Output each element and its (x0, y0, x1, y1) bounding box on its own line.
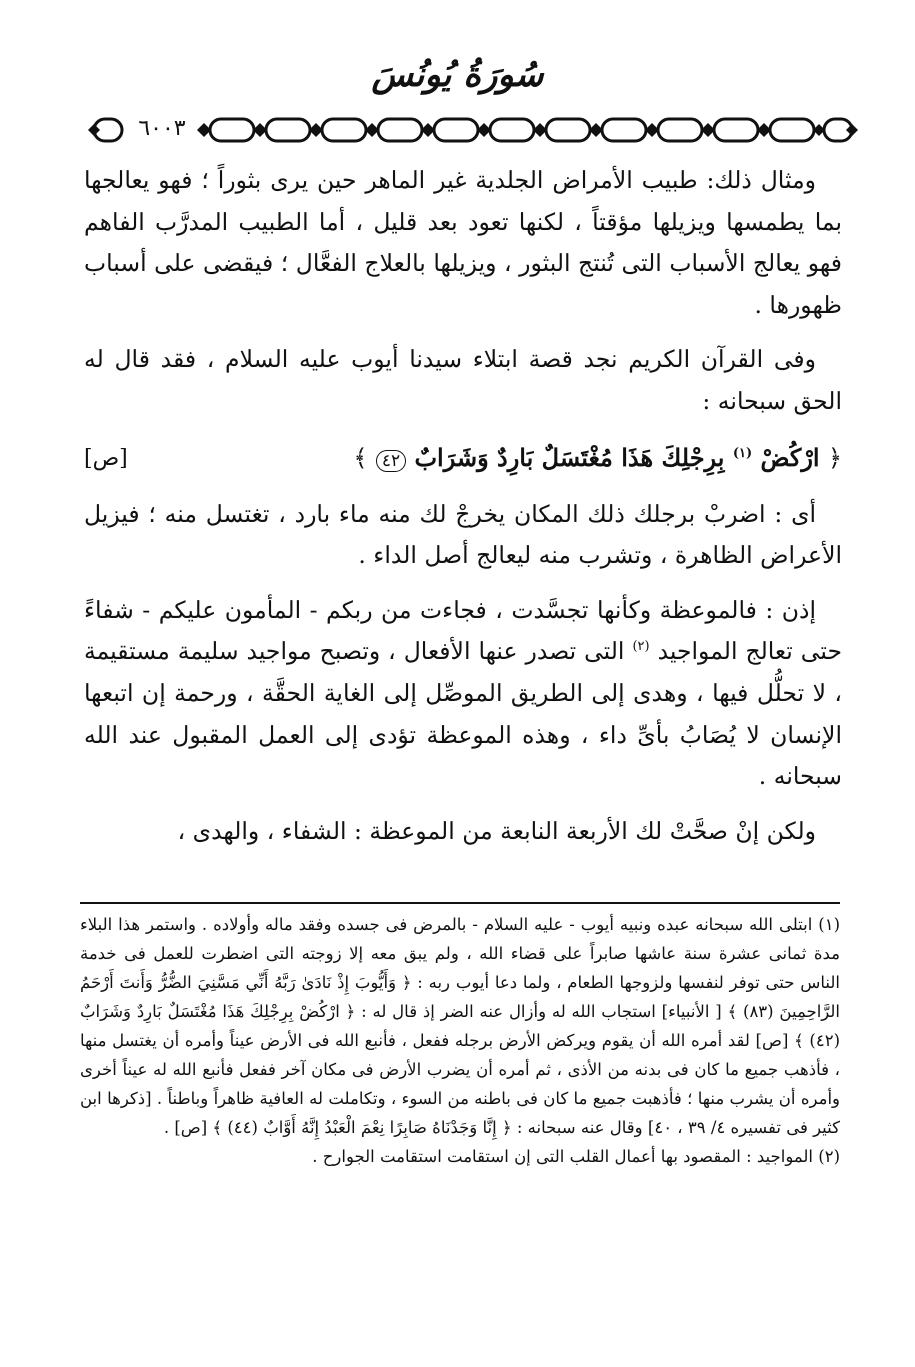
paragraph-1: ومثال ذلك: طبيب الأمراض الجلدية غير الماهر حين يرى بثوراً ؛ فهو يعالجها بما يطمسها ويزيلها مؤقتاً ، لكنها تعود بعد قليل ، أما الطبيب المدرَّب الفاهم فهو يعالج الأسباب التى تُنتج البثور ، ويزيلها بالعلاج الفعَّال ؛ فيقضى على أسباب ظهورها . (84, 166, 842, 319)
main-text (84, 160, 842, 865)
verse-reference: [ص] (84, 445, 128, 471)
paragraph-2: وفى القرآن الكريم نجد قصة ابتلاء سيدنا أيوب عليه السلام ، فقد قال له الحق سبحانه : (84, 345, 842, 415)
verse-open-bracket: ﴿ (827, 444, 842, 473)
verse-rest: بِرِجْلِكَ هَذَا مُغْتَسَلٌ بَارِدٌ وَشَرَابٌ (414, 443, 725, 473)
paragraph-4-part-1: إذن : فالموعظة وكأنها تجسَّدت ، فجاءت من ربكم - المأمون عليكم - شفاءً حتى تعالج المواجيد (84, 595, 842, 666)
footnote-1-text: ابتلى الله سبحانه عبده ونبيه أيوب - عليه السلام - بالمرض فى جسده وفقد ماله وأولاده . واستمر هذا البلاء مدة ثمانى عشرة سنة عاشها صابراً على قضاء الله ، ولم يبق معه إلا زوجته التى اضطرت للعمل فى خدمة الناس حتى توفر لنفسها ولزوجها الطعام ، ولما دعا أيوب ربه : ﴿ وَأَيُّوبَ إِذْ نَادَىٰ رَبَّهُ أَنِّي مَسَّنِيَ الضُّرُّ وَأَنتَ أَرْحَمُ الرَّاحِمِينَ (٨٣) ﴾ [ الأنبياء] استجاب الله له وأزال عنه الضر إذ قال له : ﴿ ارْكُضْ بِرِجْلِكَ هَذَا مُغْتَسَلٌ بَارِدٌ وَشَرَابٌ (٤٢) ﴾ [ص] لقد أمره الله أن يقوم ويركض الأرض برجله ففعل ، فأنبع الله فى الأرض عيناً وأمره أن يغتسل منها ، فأذهب جميع ما كان فى بدنه من الأذى ، ثم أمره أن يضرب الأرض فى مكان آخر ففعل فأنبع الله له عيناً أخرى وأمره أن يشرب منها ؛ فأذهبت جميع ما كان فى باطنه من السوء ، وتكاملت له العافية ظاهراً وباطناً . [ذكرها ابن كثير فى تفسيره ٤/ ٣٩ ، ٤٠] وقال عنه سبحانه : ﴿ إِنَّا وَجَدْنَاهُ صَابِرًا نِعْمَ الْعَبْدُ إِنَّهُ أَوَّابٌ (٤٤) ﴾ [ص] . (80, 915, 840, 1137)
ayah-number: ٤٢ (376, 450, 406, 472)
footnote-2-mark: (٢) (818, 1147, 840, 1166)
quran-verse (84, 436, 842, 482)
surah-title: سُورَةُ يُونُسَ (371, 55, 544, 95)
verse-word-1: ارْكُضْ (760, 443, 820, 473)
footnote-ref-1: (١) (732, 446, 753, 462)
paragraph-4 (84, 590, 842, 798)
verse-text (353, 437, 842, 480)
verse-close-bracket: ﴾ (353, 444, 368, 473)
footnote-divider (80, 902, 840, 904)
paragraph-5: ولكن إنْ صحَّتْ لك الأربعة النابعة من الموعظة : الشفاء ، والهدى ، (177, 816, 816, 845)
page-number: ٦٠٠٣ (128, 114, 196, 144)
footnote-1 (80, 910, 840, 1142)
footnote-ref-2: (٢) (632, 639, 650, 655)
footnote-1-mark: (١) (818, 915, 841, 934)
header-ornament-band (88, 112, 858, 148)
paragraph-4-part-2: التى تصدر عنها الأفعال ، وتصبح مواجيد سليمة مستقيمة ، لا تحلُّل فيها ، وهدى إلى الطريق الموصِّل إلى الغاية الحقَّة ، ورحمة إن اتبعها الإنسان لا يُصَابُ بأىِّ داء ، وهذه الموعظة تؤدى إلى العمل المقبول عند الله سبحانه . (84, 637, 842, 791)
ornament-chain-icon (88, 112, 858, 148)
footnote-2-text: المواجيد : المقصود بها أعمال القلب التى إن استقامت استقامت الجوارح . (312, 1147, 813, 1166)
paragraph-3: أى : اضربْ برجلك ذلك المكان يخرجْ لك منه ماء بارد ، تغتسل منه ؛ فيزيل الأعراض الظاهرة ، وتشرب منه ليعالج أصل الداء . (84, 499, 842, 570)
footnotes (80, 910, 840, 1171)
footnote-2 (80, 1142, 840, 1171)
